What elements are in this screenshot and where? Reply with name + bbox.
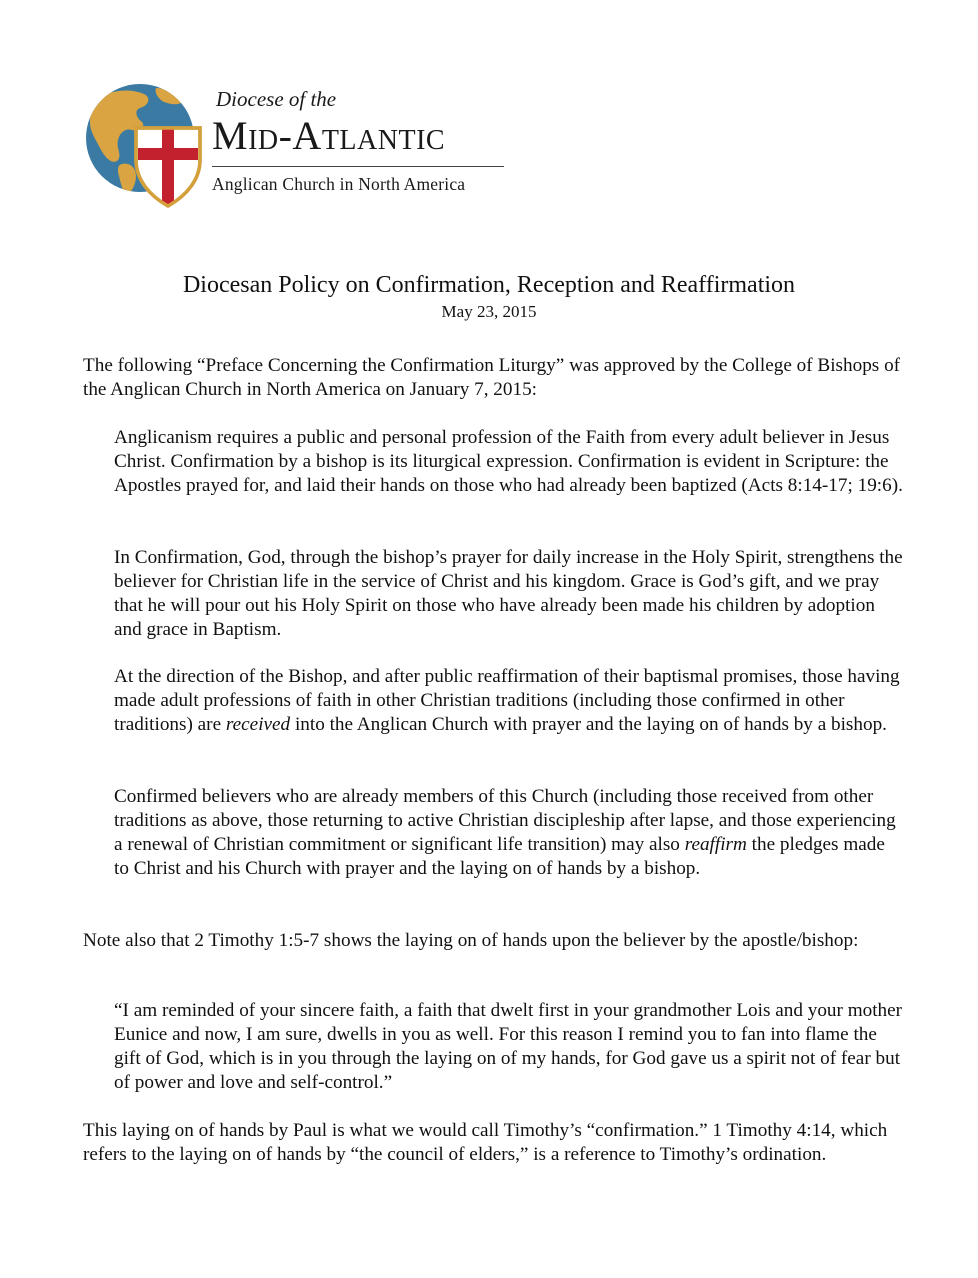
logo-church-line: Anglican Church in North America — [212, 174, 466, 194]
closing-paragraph: This laying on of hands by Paul is what we would call Timothy’s “confirmation.” 1 Timothy 4:14, which refers to the laying on of hands by “the council of elders,” is a reference to Timothy’s ordination. — [83, 1120, 888, 1165]
diocese-logo — [82, 82, 512, 212]
preface-4-text-start: Confirmed believers who are already members of this Church (including those received from other traditions as above, those returning to active Christian discipleship after lapse, and those experiencing a renewal of Christian commitment or significant life transition) may also — [114, 786, 896, 855]
preface-paragraph-2: In Confirmation, God, through the bishop’s prayer for daily increase in the Holy Spirit, strengthens the believer for Christian life in the service of Christ and his kingdom. Grace is God’s gift, and we pray that he will pour out his Holy Spirit on those who have already been made his children by adoption and grace in Baptism. — [114, 547, 903, 640]
preface-paragraph-1: Anglicanism requires a public and personal profession of the Faith from every adult believer in Jesus Christ. Confirmation by a bishop is its liturgical expression. Confirmation is evident in Scripture: the Apostles prayed for, and laid their hands on those who had already been baptized (Acts 8:14-17; 19:6). — [114, 427, 903, 496]
logo-diocese-line: Diocese of the — [216, 87, 337, 111]
scripture-quote: “I am reminded of your sincere faith, a faith that dwelt first in your grandmother Lois and your mother Eunice and now, I am sure, dwells in you as well. For this reason I remind you to fan into flame the gift of God, which is in you through the laying on of my hands, for God gave us a spirit not of fear but of power and love and self-control.” — [114, 1000, 903, 1093]
document-title: Diocesan Policy on Confirmation, Reception and Reaffirmation — [182, 272, 796, 298]
preface-3-emphasis: received — [225, 714, 291, 735]
preface-3-text-start: At the direction of the Bishop, and after public reaffirmation of their baptismal promises, those having made adult professions of faith in other Christian traditions (including those confirmed in other traditions) are — [114, 666, 900, 735]
preface-paragraph-3 — [114, 665, 904, 737]
preface-4-text-end: the pledges made to Christ and his Church with prayer and the laying on of hands by a bishop. — [114, 834, 885, 879]
logo-name-line: Mid-Atlantic — [212, 113, 446, 158]
intro-paragraph: The following “Preface Concerning the Confirmation Liturgy” was approved by the College of Bishops of the Anglican Church in North America on January 7, 2015: — [83, 355, 901, 400]
logo-divider — [212, 166, 504, 167]
note-paragraph: Note also that 2 Timothy 1:5-7 shows the laying on of hands upon the believer by the apostle/bishop: — [83, 930, 859, 951]
document-date: May 23, 2015 — [441, 302, 537, 321]
globe-shield-icon — [82, 82, 204, 208]
preface-paragraph-4 — [114, 785, 904, 881]
preface-4-emphasis: reaffirm — [684, 834, 747, 855]
preface-3-text-end: into the Anglican Church with prayer and the laying on of hands by a bishop. — [290, 714, 887, 735]
